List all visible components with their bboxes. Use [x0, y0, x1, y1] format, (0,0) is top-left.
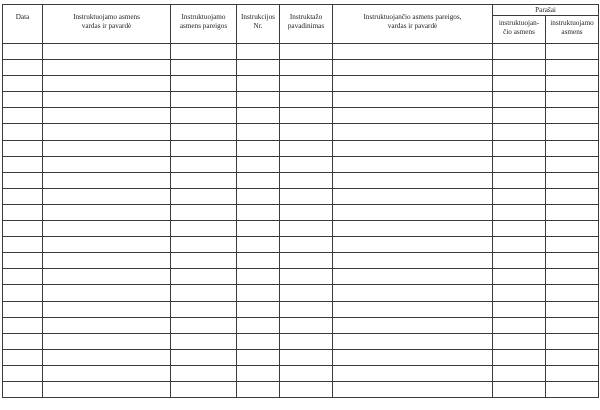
cell-signature-instructed[interactable]	[546, 60, 599, 76]
cell-date[interactable]	[3, 76, 43, 92]
cell-instructor-position-name[interactable]	[333, 76, 493, 92]
table-row	[3, 108, 599, 124]
cell-signature-instructed[interactable]	[546, 301, 599, 317]
cell-instruction-number[interactable]	[237, 124, 280, 140]
cell-date[interactable]	[3, 381, 43, 397]
cell-instruction-number[interactable]	[237, 76, 280, 92]
cell-signature-instructor[interactable]	[493, 188, 546, 204]
cell-instruction-number[interactable]	[237, 253, 280, 269]
cell-instruction-title[interactable]	[280, 381, 333, 397]
cell-instruction-title[interactable]	[280, 253, 333, 269]
cell-instruction-number[interactable]	[237, 333, 280, 349]
cell-instructed-name[interactable]	[43, 269, 171, 285]
cell-instructed-name[interactable]	[43, 237, 171, 253]
cell-instruction-number[interactable]	[237, 60, 280, 76]
cell-instructor-position-name[interactable]	[333, 237, 493, 253]
cell-instruction-title[interactable]	[280, 269, 333, 285]
cell-instruction-number[interactable]	[237, 156, 280, 172]
cell-signature-instructed[interactable]	[546, 188, 599, 204]
instruction-journal-table	[2, 4, 599, 398]
cell-instructed-name[interactable]	[43, 76, 171, 92]
table-row	[3, 269, 599, 285]
cell-instruction-title[interactable]	[280, 317, 333, 333]
table-row	[3, 124, 599, 140]
cell-instructed-name[interactable]	[43, 333, 171, 349]
cell-date[interactable]	[3, 253, 43, 269]
cell-instructed-name[interactable]	[43, 285, 171, 301]
cell-date[interactable]	[3, 333, 43, 349]
cell-signature-instructed[interactable]	[546, 253, 599, 269]
cell-date[interactable]	[3, 92, 43, 108]
cell-instructed-position[interactable]	[171, 269, 237, 285]
table-row	[3, 333, 599, 349]
cell-instructed-name[interactable]	[43, 156, 171, 172]
header-signature-instructed: instruktuojamo asmens	[546, 16, 599, 44]
table-row	[3, 44, 599, 60]
cell-instructed-position[interactable]	[171, 76, 237, 92]
cell-instructor-position-name[interactable]	[333, 333, 493, 349]
cell-instruction-title[interactable]	[280, 44, 333, 60]
cell-date[interactable]	[3, 349, 43, 365]
cell-instruction-number[interactable]	[237, 188, 280, 204]
cell-date[interactable]	[3, 140, 43, 156]
table-row	[3, 365, 599, 381]
cell-date[interactable]	[3, 269, 43, 285]
cell-signature-instructed[interactable]	[546, 140, 599, 156]
cell-instructor-position-name[interactable]	[333, 349, 493, 365]
cell-instructor-position-name[interactable]	[333, 365, 493, 381]
cell-instruction-number[interactable]	[237, 172, 280, 188]
cell-instructed-name[interactable]	[43, 317, 171, 333]
table-header	[3, 5, 599, 44]
cell-instructed-name[interactable]	[43, 221, 171, 237]
cell-signature-instructed[interactable]	[546, 204, 599, 220]
table-row	[3, 221, 599, 237]
cell-instruction-number[interactable]	[237, 381, 280, 397]
cell-instruction-title[interactable]	[280, 188, 333, 204]
cell-instructed-position[interactable]	[171, 92, 237, 108]
cell-signature-instructed[interactable]	[546, 108, 599, 124]
cell-instructed-position[interactable]	[171, 237, 237, 253]
cell-signature-instructor[interactable]	[493, 124, 546, 140]
cell-instructor-position-name[interactable]	[333, 221, 493, 237]
table-row	[3, 253, 599, 269]
cell-signature-instructor[interactable]	[493, 92, 546, 108]
cell-instruction-number[interactable]	[237, 269, 280, 285]
table-body	[3, 44, 599, 398]
cell-signature-instructor[interactable]	[493, 253, 546, 269]
cell-instruction-number[interactable]	[237, 349, 280, 365]
cell-instructed-name[interactable]	[43, 108, 171, 124]
table-row	[3, 285, 599, 301]
table-row	[3, 204, 599, 220]
instruction-journal-sheet	[2, 4, 598, 405]
cell-instructor-position-name[interactable]	[333, 172, 493, 188]
cell-signature-instructed[interactable]	[546, 381, 599, 397]
cell-instruction-number[interactable]	[237, 237, 280, 253]
cell-instructed-name[interactable]	[43, 301, 171, 317]
cell-instruction-title[interactable]	[280, 333, 333, 349]
cell-instruction-number[interactable]	[237, 44, 280, 60]
cell-instructed-position[interactable]	[171, 317, 237, 333]
cell-date[interactable]	[3, 44, 43, 60]
header-instructor-position-name: Instruktuojančio asmens pareigos, vardas ir pavardė	[333, 5, 493, 44]
cell-instructed-name[interactable]	[43, 204, 171, 220]
cell-instruction-title[interactable]	[280, 60, 333, 76]
cell-signature-instructed[interactable]	[546, 269, 599, 285]
cell-instructed-name[interactable]	[43, 349, 171, 365]
table-row	[3, 301, 599, 317]
table-row	[3, 237, 599, 253]
table-row	[3, 172, 599, 188]
cell-signature-instructed[interactable]	[546, 221, 599, 237]
cell-instructor-position-name[interactable]	[333, 92, 493, 108]
cell-instructed-name[interactable]	[43, 188, 171, 204]
cell-instruction-title[interactable]	[280, 285, 333, 301]
cell-instruction-title[interactable]	[280, 172, 333, 188]
cell-instruction-number[interactable]	[237, 285, 280, 301]
cell-signature-instructed[interactable]	[546, 124, 599, 140]
cell-date[interactable]	[3, 317, 43, 333]
cell-instruction-title[interactable]	[280, 349, 333, 365]
cell-signature-instructed[interactable]	[546, 156, 599, 172]
cell-signature-instructor[interactable]	[493, 285, 546, 301]
table-row	[3, 76, 599, 92]
cell-date[interactable]	[3, 301, 43, 317]
table-row	[3, 317, 599, 333]
cell-instructed-position[interactable]	[171, 124, 237, 140]
cell-instruction-title[interactable]	[280, 108, 333, 124]
cell-instruction-number[interactable]	[237, 204, 280, 220]
header-instruction-number: Instrukcijos Nr.	[237, 5, 280, 44]
table-row	[3, 349, 599, 365]
cell-signature-instructor[interactable]	[493, 221, 546, 237]
cell-signature-instructor[interactable]	[493, 156, 546, 172]
cell-instructed-name[interactable]	[43, 140, 171, 156]
cell-signature-instructor[interactable]	[493, 237, 546, 253]
cell-signature-instructor[interactable]	[493, 140, 546, 156]
cell-instructed-position[interactable]	[171, 301, 237, 317]
cell-instructed-position[interactable]	[171, 156, 237, 172]
cell-instruction-number[interactable]	[237, 365, 280, 381]
cell-instructed-position[interactable]	[171, 188, 237, 204]
cell-signature-instructed[interactable]	[546, 76, 599, 92]
cell-instruction-number[interactable]	[237, 317, 280, 333]
cell-instructed-position[interactable]	[171, 349, 237, 365]
table-row	[3, 156, 599, 172]
cell-instructor-position-name[interactable]	[333, 317, 493, 333]
cell-signature-instructed[interactable]	[546, 365, 599, 381]
header-instructed-position: Instruktuojamo asmens pareigos	[171, 5, 237, 44]
cell-instructed-name[interactable]	[43, 253, 171, 269]
cell-instructed-name[interactable]	[43, 44, 171, 60]
cell-signature-instructor[interactable]	[493, 349, 546, 365]
cell-instruction-number[interactable]	[237, 140, 280, 156]
cell-signature-instructor[interactable]	[493, 333, 546, 349]
cell-instructed-name[interactable]	[43, 172, 171, 188]
header-signatures: Parašai	[493, 5, 599, 16]
cell-signature-instructed[interactable]	[546, 44, 599, 60]
cell-date[interactable]	[3, 204, 43, 220]
cell-instructor-position-name[interactable]	[333, 188, 493, 204]
header-date: Data	[3, 5, 43, 44]
cell-date[interactable]	[3, 108, 43, 124]
cell-instructed-name[interactable]	[43, 92, 171, 108]
cell-signature-instructor[interactable]	[493, 44, 546, 60]
cell-instruction-title[interactable]	[280, 301, 333, 317]
cell-signature-instructed[interactable]	[546, 237, 599, 253]
header-signature-instructor: instruktuojan- čio asmens	[493, 16, 546, 44]
cell-signature-instructed[interactable]	[546, 333, 599, 349]
cell-date[interactable]	[3, 60, 43, 76]
cell-instruction-title[interactable]	[280, 237, 333, 253]
cell-date[interactable]	[3, 124, 43, 140]
cell-instructor-position-name[interactable]	[333, 124, 493, 140]
cell-signature-instructor[interactable]	[493, 381, 546, 397]
cell-date[interactable]	[3, 188, 43, 204]
table-row	[3, 188, 599, 204]
cell-date[interactable]	[3, 172, 43, 188]
cell-instructor-position-name[interactable]	[333, 108, 493, 124]
cell-signature-instructed[interactable]	[546, 317, 599, 333]
cell-instructed-position[interactable]	[171, 140, 237, 156]
cell-instruction-title[interactable]	[280, 204, 333, 220]
cell-instructor-position-name[interactable]	[333, 381, 493, 397]
cell-instructor-position-name[interactable]	[333, 285, 493, 301]
cell-instructed-position[interactable]	[171, 285, 237, 301]
cell-instructor-position-name[interactable]	[333, 60, 493, 76]
header-instruction-title: Instruktažo pavadinimas	[280, 5, 333, 44]
cell-signature-instructor[interactable]	[493, 365, 546, 381]
cell-instruction-number[interactable]	[237, 221, 280, 237]
cell-signature-instructed[interactable]	[546, 92, 599, 108]
cell-signature-instructor[interactable]	[493, 108, 546, 124]
cell-instructor-position-name[interactable]	[333, 269, 493, 285]
cell-instructor-position-name[interactable]	[333, 253, 493, 269]
cell-date[interactable]	[3, 221, 43, 237]
cell-signature-instructor[interactable]	[493, 60, 546, 76]
table-row	[3, 140, 599, 156]
cell-signature-instructor[interactable]	[493, 204, 546, 220]
cell-instruction-title[interactable]	[280, 92, 333, 108]
cell-instruction-title[interactable]	[280, 156, 333, 172]
cell-instructed-position[interactable]	[171, 221, 237, 237]
cell-instructor-position-name[interactable]	[333, 156, 493, 172]
header-instructed-name: Instruktuojamo asmens vardas ir pavardė	[43, 5, 171, 44]
cell-instructor-position-name[interactable]	[333, 204, 493, 220]
cell-signature-instructor[interactable]	[493, 269, 546, 285]
cell-instructed-position[interactable]	[171, 44, 237, 60]
cell-instructed-name[interactable]	[43, 381, 171, 397]
cell-instruction-number[interactable]	[237, 301, 280, 317]
table-row	[3, 381, 599, 397]
cell-instructed-position[interactable]	[171, 108, 237, 124]
cell-instruction-title[interactable]	[280, 365, 333, 381]
cell-instruction-title[interactable]	[280, 140, 333, 156]
cell-instruction-title[interactable]	[280, 124, 333, 140]
cell-date[interactable]	[3, 237, 43, 253]
cell-instruction-number[interactable]	[237, 92, 280, 108]
cell-signature-instructor[interactable]	[493, 76, 546, 92]
cell-instruction-number[interactable]	[237, 108, 280, 124]
cell-instructed-position[interactable]	[171, 204, 237, 220]
cell-signature-instructed[interactable]	[546, 349, 599, 365]
table-row	[3, 60, 599, 76]
cell-instructed-name[interactable]	[43, 365, 171, 381]
cell-instructed-position[interactable]	[171, 381, 237, 397]
cell-instructed-position[interactable]	[171, 253, 237, 269]
cell-instructed-position[interactable]	[171, 60, 237, 76]
cell-date[interactable]	[3, 365, 43, 381]
cell-signature-instructed[interactable]	[546, 172, 599, 188]
cell-instructed-position[interactable]	[171, 333, 237, 349]
cell-instructor-position-name[interactable]	[333, 301, 493, 317]
cell-signature-instructor[interactable]	[493, 317, 546, 333]
cell-instructed-name[interactable]	[43, 124, 171, 140]
cell-instructor-position-name[interactable]	[333, 140, 493, 156]
cell-date[interactable]	[3, 285, 43, 301]
table-row	[3, 92, 599, 108]
cell-signature-instructor[interactable]	[493, 301, 546, 317]
cell-date[interactable]	[3, 156, 43, 172]
cell-instructed-position[interactable]	[171, 172, 237, 188]
cell-instruction-title[interactable]	[280, 221, 333, 237]
cell-instructor-position-name[interactable]	[333, 44, 493, 60]
cell-signature-instructed[interactable]	[546, 285, 599, 301]
cell-instructed-position[interactable]	[171, 365, 237, 381]
cell-signature-instructor[interactable]	[493, 172, 546, 188]
cell-instructed-name[interactable]	[43, 60, 171, 76]
cell-instruction-title[interactable]	[280, 76, 333, 92]
